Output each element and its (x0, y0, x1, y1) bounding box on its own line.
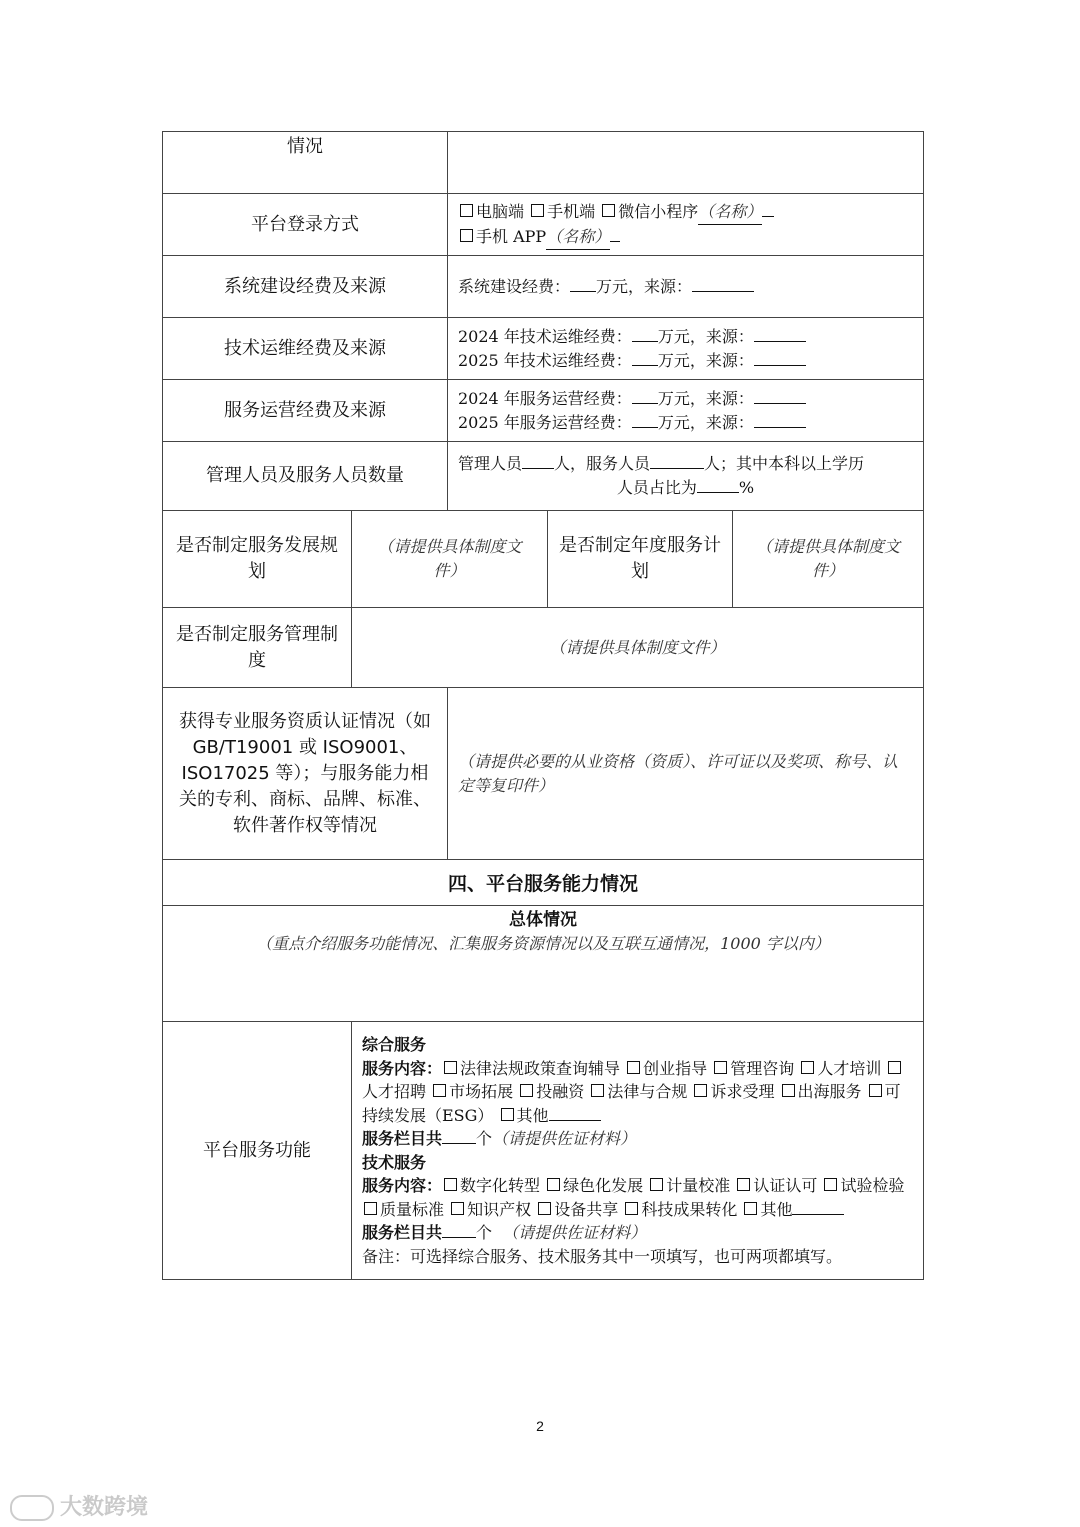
service-fee-line1: 2024 年服务运营经费： (458, 388, 632, 408)
tech-fee-label: 技术运维经费及来源 (163, 318, 448, 380)
functions-note: 备注：可选择综合服务、技术服务其中一项填写，也可两项都填写。 (362, 1246, 843, 1266)
general-column-field[interactable] (442, 1143, 476, 1144)
staff-part5: % (738, 478, 755, 497)
tech-fee-2024-amount[interactable] (632, 341, 658, 342)
general-column-unit: 个 (476, 1129, 493, 1148)
checkbox-icon[interactable] (444, 1178, 457, 1191)
service-fee-2024-source[interactable] (754, 403, 806, 404)
tech-service-option-label: 其他 (760, 1199, 793, 1219)
tech-fee-2025-amount[interactable] (632, 365, 658, 366)
general-column-label: 服务栏目共 (362, 1129, 443, 1148)
checkbox-icon[interactable] (591, 1084, 604, 1097)
checkbox-icon[interactable] (364, 1202, 377, 1215)
tech-fee-2024-source[interactable] (754, 341, 806, 342)
checkbox-icon[interactable] (650, 1178, 663, 1191)
watermark-logo-icon (10, 1495, 54, 1521)
tech-service-option-label: 设备共享 (554, 1199, 619, 1219)
general-service-option-label: 创业指导 (643, 1058, 708, 1078)
tech-fee-unit-1: 万元，来源： (657, 326, 754, 346)
functions-label: 平台服务功能 (163, 1022, 352, 1280)
build-fee-value (448, 256, 924, 318)
tech-service-title: 技术服务 (362, 1152, 427, 1172)
tech-service-option[interactable] (449, 1200, 531, 1219)
tech-service-option[interactable] (623, 1200, 737, 1219)
row-overall (163, 906, 924, 1022)
general-service-option[interactable] (589, 1082, 687, 1101)
row-login-method (163, 194, 924, 256)
cert-label: 获得专业服务资质认证情况（如 GB/T19001 或 ISO9001、ISO17025 等）；与服务能力相关的专利、商标、品牌、标准、软件著作权等情况 (163, 688, 448, 860)
service-fee-2025-source[interactable] (754, 427, 806, 428)
staff-value (448, 442, 924, 511)
general-service-option-label: 可持续发展（ESG） (362, 1082, 901, 1125)
general-service-option-label: 人才招聘 (362, 1082, 427, 1101)
checkbox-icon[interactable] (433, 1084, 446, 1097)
general-service-option[interactable] (799, 1059, 881, 1078)
overall-title: 总体情况 (509, 910, 577, 930)
checkbox-icon[interactable] (538, 1202, 551, 1215)
general-service-option-label: 市场拓展 (449, 1082, 514, 1101)
general-service-option[interactable] (692, 1082, 774, 1101)
general-column-count (362, 1127, 913, 1151)
tech-column-unit: 个 (476, 1223, 493, 1242)
checkbox-icon[interactable] (888, 1061, 901, 1074)
login-method-options (448, 194, 924, 256)
tech-service-other-field[interactable] (792, 1214, 844, 1215)
wechat-name-underline (762, 216, 774, 217)
checkbox-icon[interactable] (737, 1178, 750, 1191)
general-service-option[interactable] (442, 1059, 620, 1078)
service-fee-label: 服务运营经费及来源 (163, 380, 448, 442)
row-certification (163, 688, 924, 860)
tech-service-option-label: 认证认可 (753, 1176, 818, 1195)
general-service-title: 综合服务 (362, 1035, 427, 1054)
row-tech-fee (163, 318, 924, 380)
tech-service-option[interactable] (536, 1200, 618, 1219)
row-plan (163, 511, 924, 608)
opt-wechat-label: 微信小程序 (618, 201, 699, 221)
page-number: 2 (536, 1418, 544, 1434)
checkbox-icon[interactable] (694, 1084, 707, 1097)
checkbox-icon[interactable] (627, 1061, 640, 1074)
staff-label: 管理人员及服务人员数量 (163, 442, 448, 511)
tech-service-option-label: 绿色化发展 (563, 1176, 644, 1195)
build-fee-amount-field[interactable] (570, 291, 596, 292)
opt-app-label: 手机 APP (476, 226, 547, 246)
tech-service-option-label: 质量标准 (380, 1199, 445, 1219)
mgmt-system-hint[interactable]: （请提供具体制度文件） (352, 608, 924, 688)
service-fee-unit-1: 万元，来源： (657, 388, 754, 408)
staff-part4: 人员占比为 (616, 478, 697, 497)
tech-service-option[interactable] (362, 1200, 444, 1219)
staff-mgmt-count[interactable] (522, 468, 554, 469)
row-staff (163, 442, 924, 511)
functions-content (352, 1022, 924, 1280)
plan-hint-1[interactable]: （请提供具体制度文件） (352, 511, 548, 608)
watermark-text: 大数跨境 (60, 1495, 149, 1520)
row-service-fee (163, 380, 924, 442)
staff-part2: 人，服务人员 (554, 454, 651, 473)
staff-part1: 管理人员 (458, 454, 523, 473)
tech-fee-value (448, 318, 924, 380)
tech-service-option[interactable] (742, 1200, 844, 1219)
general-service-option[interactable] (518, 1082, 584, 1101)
tech-service-option-label: 知识产权 (467, 1199, 532, 1219)
service-fee-value (448, 380, 924, 442)
service-fee-2025-amount[interactable] (632, 427, 658, 428)
general-service-option[interactable] (780, 1082, 862, 1101)
general-service-option-label: 法律法规政策查询辅导 (460, 1058, 621, 1078)
tech-service-option-label: 数字化转型 (460, 1176, 541, 1195)
general-service-option[interactable] (499, 1106, 601, 1125)
general-service-items (362, 1057, 913, 1128)
row-service-functions (163, 1022, 924, 1280)
row-build-fee (163, 256, 924, 318)
tech-service-option[interactable] (545, 1176, 643, 1195)
general-service-other-field[interactable] (549, 1120, 601, 1121)
tech-service-option-label: 计量校准 (666, 1176, 731, 1195)
cert-hint[interactable]: （请提供必要的从业资格（资质）、许可证以及奖项、称号、认定等复印件） (448, 688, 924, 860)
build-fee-label: 系统建设经费及来源 (163, 256, 448, 318)
build-fee-source-field[interactable] (692, 291, 754, 292)
tech-fee-unit-2: 万元，来源： (657, 350, 754, 370)
plan-hint-2[interactable]: （请提供具体制度文件） (733, 511, 924, 608)
checkbox-mobile[interactable] (531, 204, 544, 217)
opt-pc-label: 电脑端 (476, 201, 525, 221)
row-mgmt-system (163, 608, 924, 688)
general-service-option-label: 诉求受理 (710, 1082, 775, 1101)
plan-label-2: 是否制定年度服务计划 (548, 511, 733, 608)
staff-part3: 人；其中本科以上学历 (704, 454, 865, 473)
general-service-option-label: 人才培训 (817, 1058, 882, 1078)
checkbox-pc[interactable] (460, 204, 473, 217)
checkbox-icon[interactable] (869, 1084, 882, 1097)
tech-service-option[interactable] (822, 1176, 904, 1195)
checkbox-icon[interactable] (625, 1202, 638, 1215)
tech-column-label: 服务栏目共 (362, 1223, 443, 1242)
general-service-option-label: 法律与合规 (607, 1082, 688, 1101)
tech-service-option[interactable] (735, 1176, 817, 1195)
row-qingkuang (163, 132, 924, 194)
checkbox-icon[interactable] (520, 1084, 533, 1097)
row-qingkuang-label: 情况 (163, 132, 448, 194)
general-service-option-label: 出海服务 (797, 1082, 862, 1101)
staff-ratio-line (458, 476, 913, 500)
tech-evidence-hint: （请提供佐证材料） (502, 1223, 647, 1242)
tech-content-label: 服务内容： (362, 1176, 443, 1195)
build-fee-unit: 万元，来源： (596, 276, 693, 296)
general-service-option[interactable] (625, 1059, 707, 1078)
checkbox-app[interactable] (460, 229, 473, 242)
general-service-option[interactable] (712, 1059, 794, 1078)
tech-service-items (362, 1174, 913, 1221)
general-service-option-label: 其他 (516, 1105, 549, 1125)
checkbox-icon[interactable] (782, 1084, 795, 1097)
tech-fee-line1: 2024 年技术运维经费： (458, 326, 632, 346)
tech-fee-line2: 2025 年技术运维经费： (458, 350, 632, 370)
checkbox-icon[interactable] (801, 1061, 814, 1074)
section-4-title: 四、平台服务能力情况 (163, 860, 924, 906)
mgmt-system-label: 是否制定服务管理制度 (163, 608, 352, 688)
application-form-table (162, 131, 924, 1280)
general-evidence-hint: （请提供佐证材料） (492, 1129, 637, 1148)
checkbox-icon[interactable] (547, 1178, 560, 1191)
staff-ratio-field[interactable] (697, 492, 739, 493)
checkbox-icon[interactable] (451, 1202, 464, 1215)
row-qingkuang-value[interactable] (448, 132, 924, 194)
login-method-label: 平台登录方式 (163, 194, 448, 256)
tech-column-count (362, 1221, 913, 1245)
checkbox-icon[interactable] (501, 1108, 514, 1121)
checkbox-wechat[interactable] (602, 204, 615, 217)
row-section-4 (163, 860, 924, 906)
tech-service-option[interactable] (648, 1176, 730, 1195)
general-service-option-label: 管理咨询 (730, 1058, 795, 1078)
tech-service-option[interactable] (442, 1176, 540, 1195)
tech-service-option-label: 试验检验 (840, 1176, 905, 1195)
general-service-option[interactable] (431, 1082, 513, 1101)
build-fee-text: 系统建设经费： (458, 276, 571, 296)
watermark (10, 1490, 148, 1521)
service-fee-2024-amount[interactable] (632, 403, 658, 404)
overall-cell[interactable] (163, 906, 924, 1022)
checkbox-icon[interactable] (824, 1178, 837, 1191)
service-fee-line2: 2025 年服务运营经费： (458, 412, 632, 432)
general-content-label: 服务内容： (362, 1058, 443, 1078)
service-fee-unit-2: 万元，来源： (657, 412, 754, 432)
overall-hint: （重点介绍服务功能情况、汇集服务资源情况以及互联互通情况，1000 字以内） (256, 934, 830, 953)
wechat-name-field[interactable]: （名称） (698, 200, 762, 225)
checkbox-icon[interactable] (744, 1202, 757, 1215)
app-name-underline (610, 241, 620, 242)
tech-column-field[interactable] (442, 1237, 476, 1238)
tech-service-option-label: 科技成果转化 (641, 1199, 738, 1219)
checkbox-icon[interactable] (714, 1061, 727, 1074)
tech-fee-2025-source[interactable] (754, 365, 806, 366)
app-name-field[interactable]: （名称） (546, 225, 610, 250)
staff-service-count[interactable] (650, 468, 704, 469)
checkbox-icon[interactable] (444, 1061, 457, 1074)
plan-label-1: 是否制定服务发展规划 (163, 511, 352, 608)
general-service-option-label: 投融资 (536, 1082, 585, 1101)
opt-mobile-label: 手机端 (547, 201, 596, 221)
